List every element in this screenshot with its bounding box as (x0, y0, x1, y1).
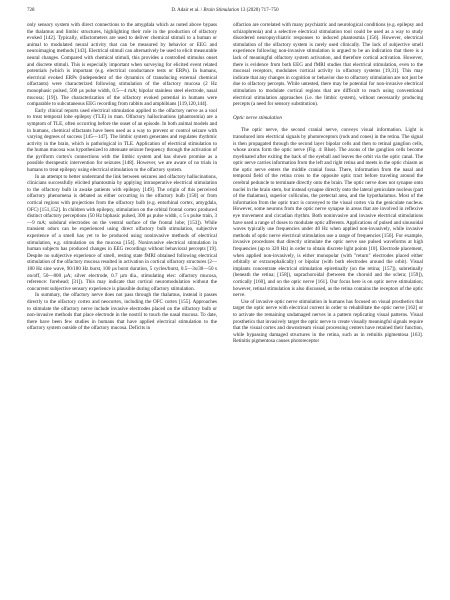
running-header (27, 6, 423, 16)
header-citation: 13 (2020) 717–750 (240, 8, 279, 13)
paragraph: The optic nerve, the second cranial nerve, conveys visual information. Light is transduced into electrical signals by photoreceptors (rods and cones) in the retina. The signal is then propagated through the second layer bipolar cells and then to retinal ganglion cells, whose axons form the optic nerve (Fig. 4: Blue). The axons of the ganglion cells become myelinated after exiting the back of the eyeball and leaves the orbit via the optic canal. The optic nerve carries information from the left and right retina and meets in the optic chiasm as the optic nerve enters the middle cranial fossa. There, information from the nasal and temporal field of the retina cross to the opposite optic tract before traveling around the cerebral peduncle to terminate directly onto the brain. The optic nerve does not synapse onto nuclei in the brain stem, but instead synapse directly onto the lateral geniculate nucleus (part of the thalamus), superior colliculus, the pretectal area, and the hypothalamus. Most of the information from the optic tract is conveyed to the visual cortex via the geniculate nucleus. However, some neurons from the optic nerve synapse in areas that are involved in reflexive eye movement and circadian rhythm. Both noninvasive and invasive electrical stimulations have used a range of doses to modulate optic afferents. Applications of pulsed and sinusoidal waves typically use frequencies under 40 Hz when applied non-invasively, while invasive methods of optic nerve electrical stimulation use a range of frequencies [156]. For example, invasive procedures that directly stimulate the optic nerve use pulsed waveforms at high frequencies (up to 320 Hz) in order to obtain discrete light points [10]. Electrode placement, when applied non-invasively, is either monopolar (with "return" electrodes placed either orbitally or extracephalically) or bipolar (with both electrodes around the orbit). Visual implants concentrate electrical stimulation epiretinally (on the retina; [157]), subretinally (beneath the retina; [158]), suprachoroidal (between the choroid and the sclera; [159]), cortically [160], and on the optic nerve [161]. Our focus here is on optic nerve stimulation; however, retinal stimulation is also discussed, as the retina contains the receptors of the optic nerve. (233, 127, 423, 299)
journal-reference: D. Adair et al. / Brain Stimulation 13 (2020) 717–750 (171, 8, 279, 13)
paragraph: olfaction are correlated with many psychiatric and neurological conditions (e.g. epilepsy and schizophrenia) and a selective electrical stimulation tool could be used as a way to study disordered neuropsychiatric responses to induced phantosmia [156]. However, electrical stimulation of the olfactory system is rarely used clinically. The lack of subjective smell experience following non-invasive stimulation is argued to be an indication that there is a lack of meaningful olfactory system activation, and therefore cortical activation. However, there is evidence from both EEG and fMRI studies that electrical stimulation, even to the mucosal receptors, modulates cortical activity in olfactory systems [19,31]. This may indicate that any changes in cognition or behavior due to olfactory stimulation are not just be due to olfactory percepts. While untested, there may be potential for non-invasive electrical stimulation to modulate cortical regions that are difficult to reach using conventional electrical stimulation approaches (i.e. the limbic system), without necessarily producing percepts (a need for sensory substitution). (233, 22, 423, 108)
section-title: Optic nerve stimulation (233, 114, 282, 121)
header-authors: D. Adair et al. (171, 8, 200, 13)
paragraph: In an attempt to better understand the link between seizures and olfactory hallucinations, clinicians successfully elicited phantosmia by applying intraoperative electrical stimulation to the olfactory bulb in awake patients with epilepsy [149]. The origin of this perceived olfactory phenomena is debated as either occurring in the olfactory bulb [150] or from cortical regions with projections from the olfactory bulb (e.g. entorhinal cortex, amygdala, OFC) [151,152]. In children with epilepsy, stimulation on the orbital frontal cortex produced distinct olfactory perceptions (50 Hz biphasic pulsed, 300 µs pulse width, ≤ 5 s pulse train, 3—9 mA; subdural electrodes on the ventral surface of the frontal lobe; [153]). While transient odors can be experienced using direct olfactory bulb stimulation, subjective experience of a smell has yet to be produced using noninvasive methods of electrical stimulation, e.g. stimulation on the mucosa [154]. Noninvasive electrical stimulation in human subjects has produced changes in EEG recordings without behavioral percepts [19]. Despite no subjective experience of smell, resting state fMRI obtained following electrical stimulation of the olfactory mucosa resulted in activation in cortical olfactory structures (2—180 Hz sine wave, 90/180 Hz burst, 100 µs burst duration, 5 cycles/burst, 0.5—3s/30—50 s on/off, 50—800 µA; silver electrode, 0.7 µm dia., stimulating elec: olfactory mucosa, reference: forehead; [31]). This may indicate that cortical neuromodulation without the concurrent subjective sensory experience is plausible during olfactory stimulation. (27, 173, 217, 292)
page-number: 728 (27, 8, 35, 13)
left-column (27, 22, 217, 592)
paragraph: Early clinical reports used electrical stimulation applied to the olfactory nerve as a tool to treat temporal lobe epilepsy (TLE) in man. Olfactory hallucinations (phantosmia) are a symptom of TLE, often occurring before the onset of an episode. In both animal models and in humans, chemical olfactants have been used as a way to prevent or control seizure with varying degrees of success [145—147]. The limbic system generates and regulates rhythmic activity in the brain, which is pathological in TLE. Application of electrical stimulation to the human mucosa was hypothesized to attenuate seizure frequency through the activation of the pyriform cortex's connections with the limbic system and has shown promise as a possible therapeutic intervention for seizures [148]. However, we are aware of no trials in humans to treat epilepsy using electrical stimulation to the olfactory system. (27, 107, 217, 174)
paragraph: only sensory system with direct connections to the amygdala which as noted above bypass the thalamus and limbic structures, highlighting their role in the production of olfactory evoked [142]. Typically, olfactometers are used to deliver chemical stimuli to a human or animal to modulated neural activity that can be measured by behavior or EEG and neuroimaging methods [143]. Electrical stimuli can alternatively be used to elicit measurable neural changes. Compared with chemical stimuli, this provides a controlled stimulus onset and discrete stimuli. This is especially important when surveying for elicited event related potentials (which is important (e.g. electrical conductance tests or ERPs). In humans, electrical evoked ERPs (independent of the dynamics of transducing external chemical olfactants) were characterized following stimulation of the olfactory mucosa (2 Hz monophasic pulsed, 500 µs pulse width, 0.5—4 mA; bipolar stainless steel electrode, nasal mucosa; [19]). The characterization of the olfactory evoked potential in humans were comparable to subcutaneous EEG recording from rabbits and amphibians [119,120,144]. (27, 22, 217, 108)
paragraph: Use of invasive optic nerve stimulation in humans has focused on visual prosthetics that target the optic nerve with electrical current in order to rehabilitate the optic nerve [162] or to activate the remaining undamaged nerves in a pattern replicating visual patterns. Visual prosthetics that invasively target the optic nerve to create visually meaningful signals require that the visual cortex and downstream visual processing centers have retained their function, while bypassing damaged structures in the retina, such as in retinitis pigmentosa [163]. Retinitis pigmentosa causes photoreceptor (233, 298, 423, 345)
right-column (233, 22, 423, 592)
header-journal: Brain Stimulation (203, 8, 240, 13)
paragraph: In summary, the olfactory nerve does not pass through the thalamus, instead it passes directly to the olfactory cortex and neocortex, including the OFC cortex [155]. Approaches to stimulate the olfactory nerve include invasive electrodes placed on the olfactory bulb or non-invasive methods that place electrode in the nostril to touch the nasal mucosa. To date, there have been few studies in humans that have applied electrical stimulation to the olfactory system outside of the olfactory mucosa. Deficits in (27, 292, 217, 332)
